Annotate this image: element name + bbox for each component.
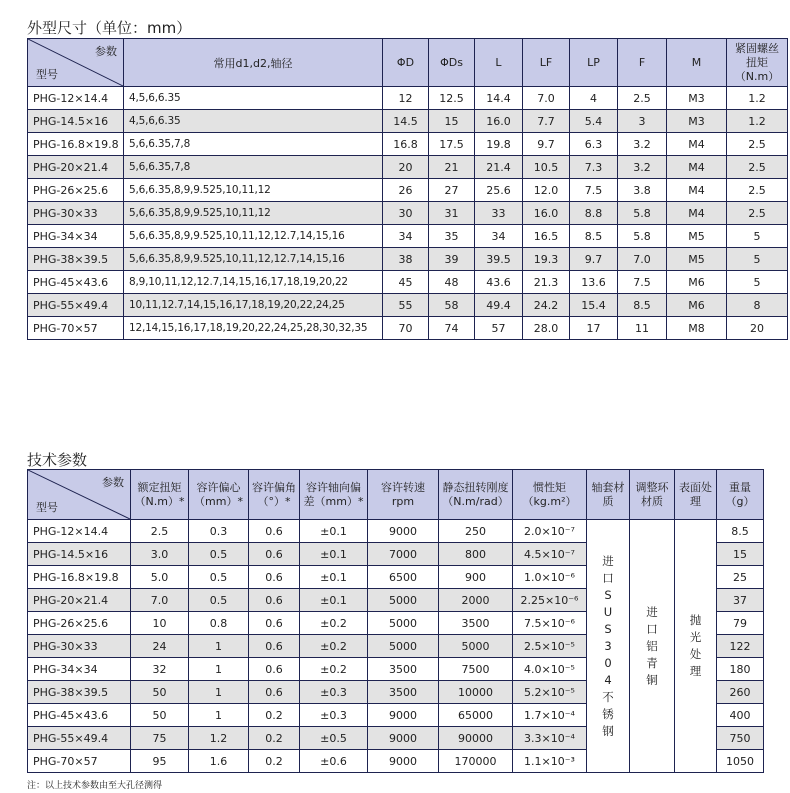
table-cell: 2.5 xyxy=(131,520,189,543)
table-cell: M4 xyxy=(667,156,727,179)
table-cell: 16.0 xyxy=(475,110,523,133)
table-cell: 21.3 xyxy=(523,271,570,294)
table-cell: 28.0 xyxy=(523,317,570,340)
corner-label-params: 参数 xyxy=(95,45,117,58)
model-cell: PHG-38×39.5 xyxy=(28,681,131,704)
table-cell: 170000 xyxy=(439,750,513,773)
table-cell: 75 xyxy=(131,727,189,750)
table-cell: 11 xyxy=(618,317,667,340)
header-allow-axial-text: 容许轴向偏差（mm）* xyxy=(303,480,364,508)
table-cell: 5,6,6.35,7,8 xyxy=(124,133,383,156)
table-cell: M5 xyxy=(667,248,727,271)
weight-cell: 15 xyxy=(717,543,764,566)
model-cell: PHG-34×34 xyxy=(28,658,131,681)
table-cell: M8 xyxy=(667,317,727,340)
table-cell: 3.2 xyxy=(618,133,667,156)
table-cell: 3.0 xyxy=(131,543,189,566)
table-cell: 9000 xyxy=(368,750,439,773)
table-cell: 2.5 xyxy=(727,202,788,225)
header-static-stiffness xyxy=(439,470,513,520)
header-rated-torque xyxy=(131,470,189,520)
header-allow-eccentric-text: 容许偏心（mm）* xyxy=(194,480,243,508)
table-cell: 2.25×10⁻⁶ xyxy=(513,589,587,612)
table-cell: 4.0×10⁻⁵ xyxy=(513,658,587,681)
weight-cell: 180 xyxy=(717,658,764,681)
header-allow-speed-text: 容许转速rpm xyxy=(381,480,425,508)
table-cell: M3 xyxy=(667,87,727,110)
table-cell: 5000 xyxy=(368,589,439,612)
table-cell: 48 xyxy=(429,271,475,294)
table-cell: 12,14,15,16,17,18,19,20,22,24,25,28,30,32,35 xyxy=(124,317,383,340)
table-cell: 38 xyxy=(383,248,429,271)
table-cell: 24.2 xyxy=(523,294,570,317)
model-cell: PHG-38×39.5 xyxy=(28,248,124,271)
model-cell: PHG-70×57 xyxy=(28,317,124,340)
table-cell: 12.5 xyxy=(429,87,475,110)
table-row xyxy=(28,271,788,294)
table-cell: ±0.1 xyxy=(300,543,368,566)
dimensions-table xyxy=(27,38,788,340)
header-phi-d: ΦD xyxy=(383,39,429,87)
table-cell: 39.5 xyxy=(475,248,523,271)
table-cell: 17 xyxy=(570,317,618,340)
model-cell: PHG-26×25.6 xyxy=(28,179,124,202)
model-cell: PHG-26×25.6 xyxy=(28,612,131,635)
table-cell: 800 xyxy=(439,543,513,566)
header-static-stiffness-text: 静态扭转刚度（N.m/rad） xyxy=(442,480,509,508)
table-cell: 0.8 xyxy=(189,612,249,635)
model-cell: PHG-16.8×19.8 xyxy=(28,133,124,156)
table-cell: 5000 xyxy=(368,635,439,658)
table-cell: 10.5 xyxy=(523,156,570,179)
table-cell: 4,5,6,6.35 xyxy=(124,110,383,133)
table-cell: 45 xyxy=(383,271,429,294)
header-phi-ds: ΦDs xyxy=(429,39,475,87)
table-cell: 3500 xyxy=(368,658,439,681)
table-row xyxy=(28,202,788,225)
table-cell: 15.4 xyxy=(570,294,618,317)
table-row xyxy=(28,225,788,248)
table-cell: 7.0 xyxy=(618,248,667,271)
table-cell: 3.2 xyxy=(618,156,667,179)
header-f: F xyxy=(618,39,667,87)
dimensions-corner-header xyxy=(28,39,124,87)
table-cell: 5000 xyxy=(368,612,439,635)
dimensions-title: 外型尺寸（单位：mm） xyxy=(27,19,192,37)
table-cell: 0.6 xyxy=(249,612,300,635)
header-screw-torque xyxy=(727,39,788,87)
table-cell: 5.0 xyxy=(131,566,189,589)
table-cell: ±0.6 xyxy=(300,750,368,773)
weight-cell: 122 xyxy=(717,635,764,658)
table-cell: 16.5 xyxy=(523,225,570,248)
table-cell: 74 xyxy=(429,317,475,340)
table-cell: 31 xyxy=(429,202,475,225)
table-cell: ±0.3 xyxy=(300,681,368,704)
footnote: 注：以上技术参数由至大孔径测得 xyxy=(27,781,163,791)
table-cell: 33 xyxy=(475,202,523,225)
header-allow-angle xyxy=(249,470,300,520)
table-cell: 250 xyxy=(439,520,513,543)
table-cell: 24 xyxy=(131,635,189,658)
table-cell: 5.8 xyxy=(618,202,667,225)
table-cell: 9.7 xyxy=(523,133,570,156)
model-cell: PHG-55×49.4 xyxy=(28,294,124,317)
table-cell: 0.5 xyxy=(189,543,249,566)
table-cell: 2.0×10⁻⁷ xyxy=(513,520,587,543)
table-cell: 1 xyxy=(189,658,249,681)
table-cell: 43.6 xyxy=(475,271,523,294)
technical-corner-header xyxy=(28,470,131,520)
table-cell: 3500 xyxy=(439,612,513,635)
table-cell: 3 xyxy=(618,110,667,133)
table-cell: 70 xyxy=(383,317,429,340)
table-cell: 5.4 xyxy=(570,110,618,133)
table-cell: ±0.2 xyxy=(300,612,368,635)
table-cell: 16.0 xyxy=(523,202,570,225)
table-cell: 2.5 xyxy=(727,156,788,179)
header-sleeve-material-text: 轴套材质 xyxy=(591,480,625,508)
table-cell: M6 xyxy=(667,271,727,294)
table-cell: 5.2×10⁻⁵ xyxy=(513,681,587,704)
table-cell: 12.0 xyxy=(523,179,570,202)
table-cell: M5 xyxy=(667,225,727,248)
table-cell: 5,6,6.35,8,9,9.525,10,11,12 xyxy=(124,179,383,202)
header-allow-speed xyxy=(368,470,439,520)
table-cell: 10,11,12.7,14,15,16,17,18,19,20,22,24,25 xyxy=(124,294,383,317)
table-cell: 39 xyxy=(429,248,475,271)
table-row xyxy=(28,133,788,156)
table-cell: 5 xyxy=(727,271,788,294)
table-cell: 9000 xyxy=(368,520,439,543)
model-cell: PHG-12×14.4 xyxy=(28,520,131,543)
table-cell: 7.5×10⁻⁶ xyxy=(513,612,587,635)
technical-title: 技术参数 xyxy=(27,451,88,469)
table-cell: 1 xyxy=(189,635,249,658)
table-cell: 1.2 xyxy=(189,727,249,750)
table-cell: 32 xyxy=(131,658,189,681)
table-cell: 2.5 xyxy=(727,133,788,156)
table-cell: 19.3 xyxy=(523,248,570,271)
table-cell: 4 xyxy=(570,87,618,110)
sleeve-material-cell-text: 进口SUS304不锈钢 xyxy=(602,553,614,738)
table-cell: 1.2 xyxy=(727,110,788,133)
table-cell: 13.6 xyxy=(570,271,618,294)
corner-label-params: 参数 xyxy=(102,476,124,489)
weight-cell: 260 xyxy=(717,681,764,704)
table-cell: 0.5 xyxy=(189,589,249,612)
table-cell: 6.3 xyxy=(570,133,618,156)
table-cell: 3500 xyxy=(368,681,439,704)
table-cell: 6500 xyxy=(368,566,439,589)
table-cell: 5000 xyxy=(439,635,513,658)
model-cell: PHG-16.8×19.8 xyxy=(28,566,131,589)
table-cell: M4 xyxy=(667,133,727,156)
table-cell: 0.2 xyxy=(249,704,300,727)
table-cell: 7000 xyxy=(368,543,439,566)
table-cell: 5,6,6.35,7,8 xyxy=(124,156,383,179)
table-cell: 8 xyxy=(727,294,788,317)
table-cell: 8.8 xyxy=(570,202,618,225)
technical-table xyxy=(27,469,764,773)
weight-cell: 25 xyxy=(717,566,764,589)
header-lp: LP xyxy=(570,39,618,87)
table-cell: 2000 xyxy=(439,589,513,612)
table-cell: M3 xyxy=(667,110,727,133)
surface-treatment-cell-text: 抛光处理 xyxy=(689,613,702,678)
table-cell: 65000 xyxy=(439,704,513,727)
corner-label-model: 型号 xyxy=(36,501,58,514)
header-inertia-text: 惯性矩（kg.m²） xyxy=(522,480,577,508)
table-cell: 35 xyxy=(429,225,475,248)
table-cell: 14.4 xyxy=(475,87,523,110)
header-surface-text: 表面处理 xyxy=(679,480,712,508)
table-cell: 26 xyxy=(383,179,429,202)
table-cell: 5 xyxy=(727,248,788,271)
table-row xyxy=(28,520,764,543)
weight-cell: 1050 xyxy=(717,750,764,773)
header-lf: LF xyxy=(523,39,570,87)
table-cell: 1 xyxy=(189,704,249,727)
table-cell: 3.8 xyxy=(618,179,667,202)
table-row xyxy=(28,179,788,202)
table-cell: 5.8 xyxy=(618,225,667,248)
table-row xyxy=(28,87,788,110)
header-ring-material xyxy=(630,470,675,520)
model-cell: PHG-20×21.4 xyxy=(28,589,131,612)
table-cell: 55 xyxy=(383,294,429,317)
table-cell: 4,5,6,6.35 xyxy=(124,87,383,110)
table-cell: ±0.3 xyxy=(300,704,368,727)
surface-treatment-cell xyxy=(675,520,717,773)
table-cell: ±0.2 xyxy=(300,635,368,658)
model-cell: PHG-34×34 xyxy=(28,225,124,248)
table-cell: 0.6 xyxy=(249,681,300,704)
table-cell: M4 xyxy=(667,179,727,202)
table-cell: 8.5 xyxy=(618,294,667,317)
table-cell: 17.5 xyxy=(429,133,475,156)
table-cell: 16.8 xyxy=(383,133,429,156)
table-cell: 9.7 xyxy=(570,248,618,271)
table-cell: 5,6,6.35,8,9,9.525,10,11,12,12.7,14,15,16 xyxy=(124,225,383,248)
table-cell: 8.5 xyxy=(570,225,618,248)
table-cell: 9000 xyxy=(368,704,439,727)
model-cell: PHG-14.5×16 xyxy=(28,110,124,133)
header-screw-torque-text: 紧固螺丝扭矩（N.m） xyxy=(734,41,780,83)
table-cell: 57 xyxy=(475,317,523,340)
table-cell: 0.6 xyxy=(249,589,300,612)
table-cell: 1.1×10⁻³ xyxy=(513,750,587,773)
header-ring-material-text: 调整环材质 xyxy=(635,480,669,508)
ring-material-cell xyxy=(630,520,675,773)
model-cell: PHG-20×21.4 xyxy=(28,156,124,179)
table-cell: 7.7 xyxy=(523,110,570,133)
table-row xyxy=(28,156,788,179)
table-cell: 34 xyxy=(475,225,523,248)
table-cell: 0.6 xyxy=(249,635,300,658)
table-cell: 7.3 xyxy=(570,156,618,179)
header-l: L xyxy=(475,39,523,87)
weight-cell: 79 xyxy=(717,612,764,635)
table-cell: 7500 xyxy=(439,658,513,681)
table-cell: 1.2 xyxy=(727,87,788,110)
table-cell: 2.5×10⁻⁵ xyxy=(513,635,587,658)
table-cell: 7.5 xyxy=(618,271,667,294)
header-surface xyxy=(675,470,717,520)
table-cell: 7.0 xyxy=(523,87,570,110)
table-cell: 25.6 xyxy=(475,179,523,202)
table-cell: 2.5 xyxy=(618,87,667,110)
header-weight-text: 重量（g） xyxy=(725,480,755,508)
table-cell: 1.6 xyxy=(189,750,249,773)
table-cell: 21 xyxy=(429,156,475,179)
model-cell: PHG-45×43.6 xyxy=(28,704,131,727)
table-cell: 58 xyxy=(429,294,475,317)
model-cell: PHG-45×43.6 xyxy=(28,271,124,294)
table-cell: ±0.2 xyxy=(300,658,368,681)
table-cell: 21.4 xyxy=(475,156,523,179)
table-cell: 9000 xyxy=(368,727,439,750)
table-cell: 0.2 xyxy=(249,750,300,773)
header-allow-axial xyxy=(300,470,368,520)
model-cell: PHG-55×49.4 xyxy=(28,727,131,750)
header-allow-eccentric xyxy=(189,470,249,520)
header-shaft-diameters: 常用d1,d2,轴径 xyxy=(124,39,383,87)
corner-label-model: 型号 xyxy=(36,68,58,81)
table-row xyxy=(28,317,788,340)
table-cell: 34 xyxy=(383,225,429,248)
table-cell: 19.8 xyxy=(475,133,523,156)
table-cell: M6 xyxy=(667,294,727,317)
table-row xyxy=(28,110,788,133)
table-row xyxy=(28,294,788,317)
table-cell: 27 xyxy=(429,179,475,202)
header-rated-torque-text: 额定扭矩（N.m）* xyxy=(134,480,185,508)
table-cell: 15 xyxy=(429,110,475,133)
table-cell: ±0.1 xyxy=(300,589,368,612)
table-cell: 8,9,10,11,12,12.7,14,15,16,17,18,19,20,22 xyxy=(124,271,383,294)
table-cell: 50 xyxy=(131,704,189,727)
table-cell: 95 xyxy=(131,750,189,773)
table-cell: ±0.1 xyxy=(300,566,368,589)
table-cell: 14.5 xyxy=(383,110,429,133)
table-cell: 0.5 xyxy=(189,566,249,589)
table-cell: 5,6,6.35,8,9,9.525,10,11,12 xyxy=(124,202,383,225)
weight-cell: 8.5 xyxy=(717,520,764,543)
table-cell: 1.7×10⁻⁴ xyxy=(513,704,587,727)
table-cell: 7.0 xyxy=(131,589,189,612)
header-sleeve-material xyxy=(587,470,630,520)
table-cell: 0.3 xyxy=(189,520,249,543)
table-cell: 20 xyxy=(383,156,429,179)
weight-cell: 400 xyxy=(717,704,764,727)
model-cell: PHG-12×14.4 xyxy=(28,87,124,110)
model-cell: PHG-30×33 xyxy=(28,202,124,225)
weight-cell: 37 xyxy=(717,589,764,612)
ring-material-cell-text: 进口铝青铜 xyxy=(646,604,658,687)
table-cell: 4.5×10⁻⁷ xyxy=(513,543,587,566)
table-cell: 1.0×10⁻⁶ xyxy=(513,566,587,589)
table-row xyxy=(28,248,788,271)
header-allow-angle-text: 容许偏角（°）* xyxy=(252,480,296,508)
model-cell: PHG-70×57 xyxy=(28,750,131,773)
table-cell: 0.6 xyxy=(249,543,300,566)
model-cell: PHG-14.5×16 xyxy=(28,543,131,566)
header-m: M xyxy=(667,39,727,87)
table-cell: 30 xyxy=(383,202,429,225)
table-cell: 900 xyxy=(439,566,513,589)
table-cell: 0.6 xyxy=(249,658,300,681)
table-cell: 0.6 xyxy=(249,520,300,543)
table-cell: 49.4 xyxy=(475,294,523,317)
table-cell: 2.5 xyxy=(727,179,788,202)
table-cell: M4 xyxy=(667,202,727,225)
header-inertia xyxy=(513,470,587,520)
table-cell: 5,6,6.35,8,9,9.525,10,11,12,12.7,14,15,16 xyxy=(124,248,383,271)
table-cell: 7.5 xyxy=(570,179,618,202)
model-cell: PHG-30×33 xyxy=(28,635,131,658)
weight-cell: 750 xyxy=(717,727,764,750)
table-cell: 50 xyxy=(131,681,189,704)
table-cell: 10 xyxy=(131,612,189,635)
table-cell: 0.6 xyxy=(249,566,300,589)
table-cell: 90000 xyxy=(439,727,513,750)
table-cell: 0.2 xyxy=(249,727,300,750)
table-cell: ±0.1 xyxy=(300,520,368,543)
sleeve-material-cell xyxy=(587,520,630,773)
table-cell: 12 xyxy=(383,87,429,110)
table-cell: 1 xyxy=(189,681,249,704)
header-weight xyxy=(717,470,764,520)
table-cell: 3.3×10⁻⁴ xyxy=(513,727,587,750)
table-cell: ±0.5 xyxy=(300,727,368,750)
table-cell: 5 xyxy=(727,225,788,248)
table-cell: 20 xyxy=(727,317,788,340)
table-cell: 10000 xyxy=(439,681,513,704)
